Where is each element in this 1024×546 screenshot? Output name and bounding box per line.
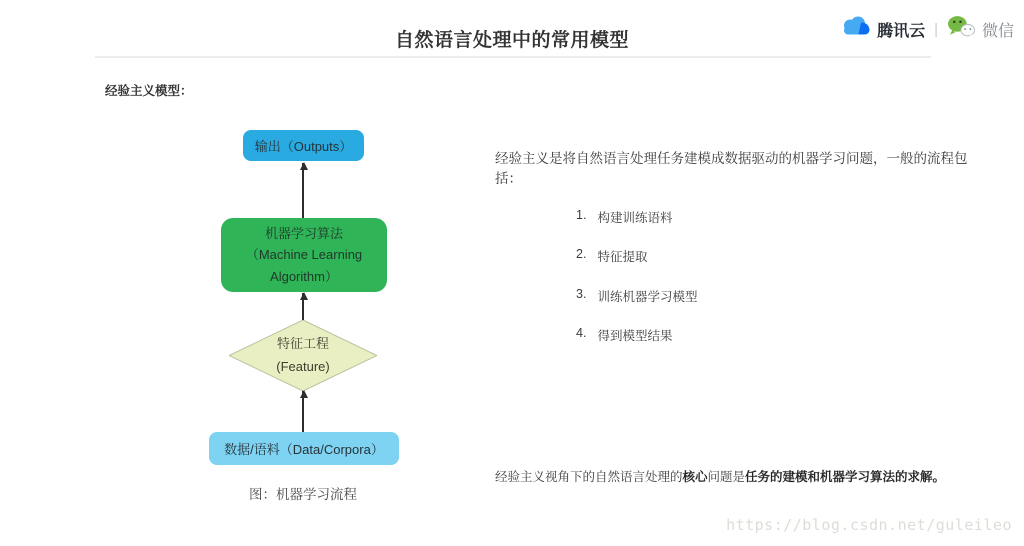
wechat-icon	[947, 14, 976, 44]
conclusion-bold: 任务的建模和机器学习算法的求解。	[745, 470, 946, 484]
conclusion-text: 问题是	[707, 470, 746, 484]
step-number: 1.	[576, 208, 587, 222]
header-divider	[95, 56, 931, 58]
step-number: 3.	[576, 287, 587, 301]
brand-bar	[839, 13, 1014, 45]
arrow-up-icon	[302, 163, 304, 218]
flow-node-feature	[229, 320, 377, 391]
brand-divider: |	[934, 20, 938, 38]
flow-node-outputs: 输出（Outputs）	[243, 130, 364, 161]
conclusion-bold: 核心	[682, 470, 708, 484]
feature-label-en: (Feature)	[276, 358, 330, 374]
list-item	[576, 208, 672, 226]
conclusion-paragraph	[495, 467, 945, 485]
arrow-up-icon	[302, 391, 304, 432]
step-text: 得到模型结果	[597, 329, 673, 343]
algorithm-label-zh: 机器学习算法	[264, 225, 343, 241]
list-item	[576, 326, 672, 344]
page-title: 自然语言处理中的常用模型	[394, 30, 629, 51]
flow-node-data: 数据/语料（Data/Corpora）	[209, 432, 399, 465]
step-number: 4.	[576, 326, 587, 340]
flow-node-algorithm	[221, 218, 387, 292]
wechat-label: 微信	[981, 22, 1014, 40]
tencent-cloud-label: 腾讯云	[877, 22, 926, 40]
tencent-cloud-icon	[839, 15, 871, 43]
step-text: 特征提取	[597, 250, 648, 264]
feature-label-zh: 特征工程	[276, 336, 329, 352]
step-text: 构建训练语料	[597, 211, 673, 225]
watermark-url: https://blog.csdn.net/guleileo	[726, 516, 1012, 534]
conclusion-text: 经验主义视角下的自然语言处理的	[495, 470, 683, 484]
flowchart-caption: 图：机器学习流程	[249, 487, 357, 502]
list-item	[576, 287, 697, 305]
intro-paragraph: 经验主义是将自然语言处理任务建模成数据驱动的机器学习问题，一般的流程包括：	[495, 151, 968, 187]
algorithm-label-en: （Machine Learning Algorithm）	[245, 247, 363, 284]
step-text: 训练机器学习模型	[597, 290, 698, 304]
section-label: 经验主义模型：	[105, 84, 193, 98]
step-number: 2.	[576, 247, 587, 261]
list-item	[576, 247, 647, 265]
arrow-up-icon	[302, 293, 304, 320]
